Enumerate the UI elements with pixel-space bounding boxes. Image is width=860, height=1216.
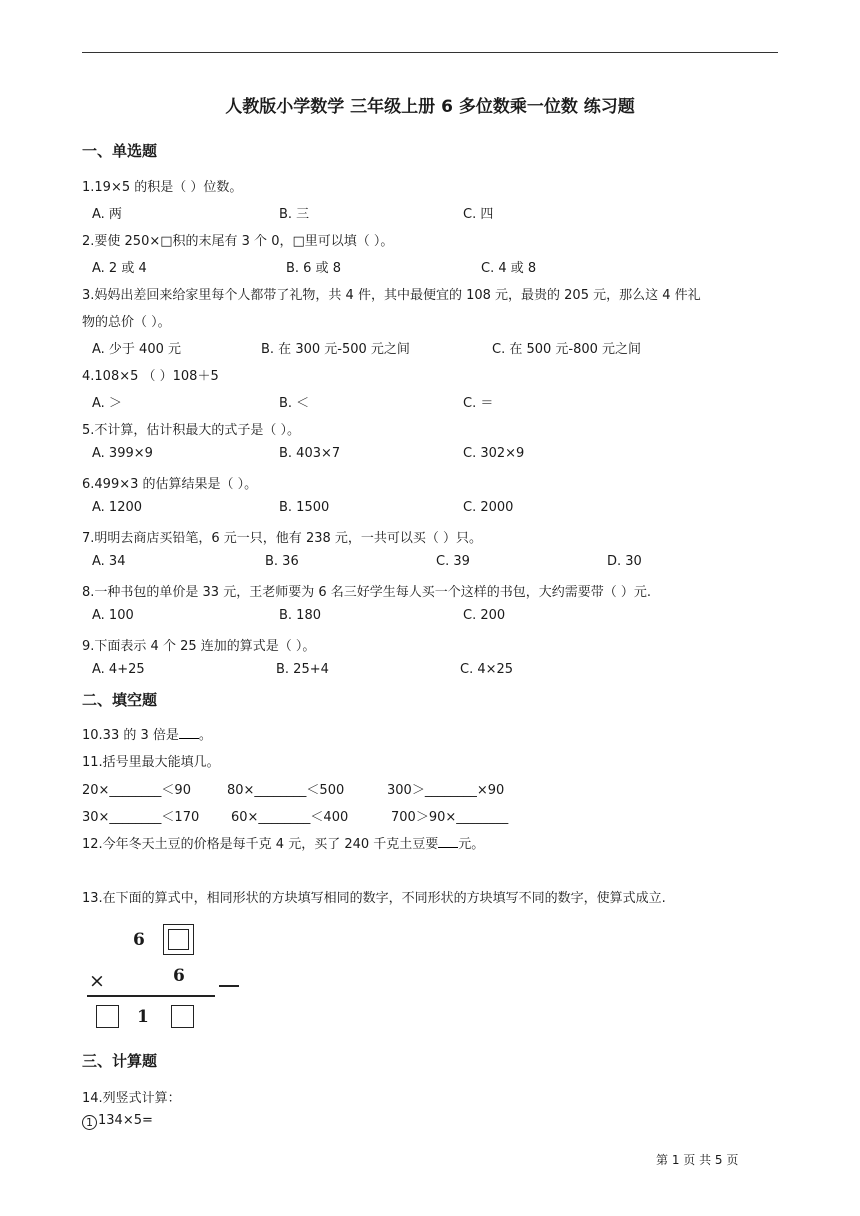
q12-text: 12.今年冬天土豆的价格是每千克 4 元，买了 240 千克土豆要 [82, 837, 439, 852]
q3-option-b: B. 在 300 元-500 元之间 [261, 342, 410, 357]
q13-single-square-left[interactable] [96, 1005, 119, 1028]
q7-option-c: C. 39 [436, 554, 470, 569]
question-11: 11.括号里最大能填几。 [82, 755, 220, 770]
q7-option-d: D. 30 [607, 554, 642, 569]
q11-row-2-item-1: 30×________＜170 [82, 810, 200, 825]
q11-row-1-item-3: 300＞________×90 [387, 783, 505, 798]
question-4: 4.108×5 （ ）108＋5 [82, 369, 219, 384]
q4-option-c: C. ＝ [463, 396, 494, 411]
q8-option-a: A. 100 [92, 608, 134, 623]
q11-row-2-item-2: 60×________＜400 [231, 810, 349, 825]
q13-multiply-sign: × [89, 970, 105, 992]
q9-option-a: A. 4+25 [92, 662, 145, 677]
q2-option-a: A. 2 或 4 [92, 261, 147, 276]
q5-option-b: B. 403×7 [279, 446, 341, 461]
q1-option-b: B. 三 [279, 207, 310, 222]
q5-option-c: C. 302×9 [463, 446, 525, 461]
q11-row-1-item-2: 80×________＜500 [227, 783, 345, 798]
q9-option-c: C. 4×25 [460, 662, 514, 677]
q13-product-line [87, 995, 215, 997]
question-9: 9.下面表示 4 个 25 连加的算式是（ ）。 [82, 639, 316, 654]
q13-double-square-inner [168, 929, 189, 950]
q2-option-c: C. 4 或 8 [481, 261, 537, 276]
q14-item-1-expression: 134×5= [98, 1113, 153, 1128]
q13-multiplier-digit: 6 [173, 966, 185, 986]
section-heading-single-choice: 一、单选题 [82, 142, 158, 160]
q11-row-1-item-1: 20×________＜90 [82, 783, 191, 798]
q8-option-b: B. 180 [279, 608, 321, 623]
q13-answer-dash [219, 985, 239, 987]
q1-option-c: C. 四 [463, 207, 494, 222]
q10-text-end: 。 [198, 728, 212, 743]
page-title: 人教版小学数学 三年级上册 6 多位数乘一位数 练习题 [225, 97, 635, 117]
q12-answer-blank[interactable] [438, 836, 458, 848]
question-2: 2.要使 250×□积的末尾有 3 个 0，□里可以填（ ）。 [82, 234, 394, 249]
question-1: 1.19×5 的积是（ ）位数。 [82, 180, 243, 195]
q8-option-c: C. 200 [463, 608, 506, 623]
q13-single-square-right[interactable] [171, 1005, 194, 1028]
q12-text-end: 元。 [458, 837, 485, 852]
q6-option-a: A. 1200 [92, 500, 143, 515]
page-footer: 第 1 页 共 5 页 [656, 1153, 739, 1167]
question-7: 7.明明去商店买铅笔，6 元一只，他有 238 元，一共可以买（ ）只。 [82, 531, 483, 546]
q11-row-2-item-3: 700＞90×________ [391, 810, 509, 825]
question-3-line-1: 3.妈妈出差回来给家里每个人都带了礼物，共 4 件，其中最便宜的 108 元，最贵的 205 元，那么这 4 件礼 [82, 288, 701, 303]
q6-option-c: C. 2000 [463, 500, 514, 515]
circled-number-one: 1 [82, 1115, 97, 1130]
section-heading-fill-in: 二、填空题 [82, 691, 158, 709]
q10-answer-blank[interactable] [179, 727, 199, 739]
q4-option-a: A. ＞ [92, 396, 122, 411]
q7-option-b: B. 36 [265, 554, 299, 569]
q2-option-b: B. 6 或 8 [286, 261, 341, 276]
question-5: 5.不计算，估计积最大的式子是（ ）。 [82, 423, 301, 438]
question-10 [82, 724, 212, 743]
q4-option-b: B. ＜ [279, 396, 310, 411]
section-heading-calculation: 三、计算题 [82, 1052, 158, 1070]
q14-item-1 [82, 1113, 153, 1130]
q1-option-a: A. 两 [92, 207, 122, 222]
q3-option-c: C. 在 500 元-800 元之间 [492, 342, 642, 357]
top-rule [82, 52, 778, 53]
question-8: 8.一种书包的单价是 33 元，王老师要为 6 名三好学生每人买一个这样的书包，大约需要带（ ）元. [82, 585, 652, 600]
q13-result-digit: 1 [137, 1007, 149, 1027]
question-3-line-2: 物的总价（ ）。 [82, 315, 171, 330]
q5-option-a: A. 399×9 [92, 446, 153, 461]
question-13: 13.在下面的算式中，相同形状的方块填写相同的数字，不同形状的方块填写不同的数字，使算式成立. [82, 891, 666, 906]
question-14: 14.列竖式计算： [82, 1091, 181, 1106]
q13-top-digit: 6 [133, 930, 145, 950]
q10-text: 10.33 的 3 倍是 [82, 728, 179, 743]
q7-option-a: A. 34 [92, 554, 126, 569]
q9-option-b: B. 25+4 [276, 662, 329, 677]
q6-option-b: B. 1500 [279, 500, 330, 515]
question-12 [82, 833, 484, 852]
q3-option-a: A. 少于 400 元 [92, 342, 182, 357]
question-6: 6.499×3 的估算结果是（ ）。 [82, 477, 258, 492]
